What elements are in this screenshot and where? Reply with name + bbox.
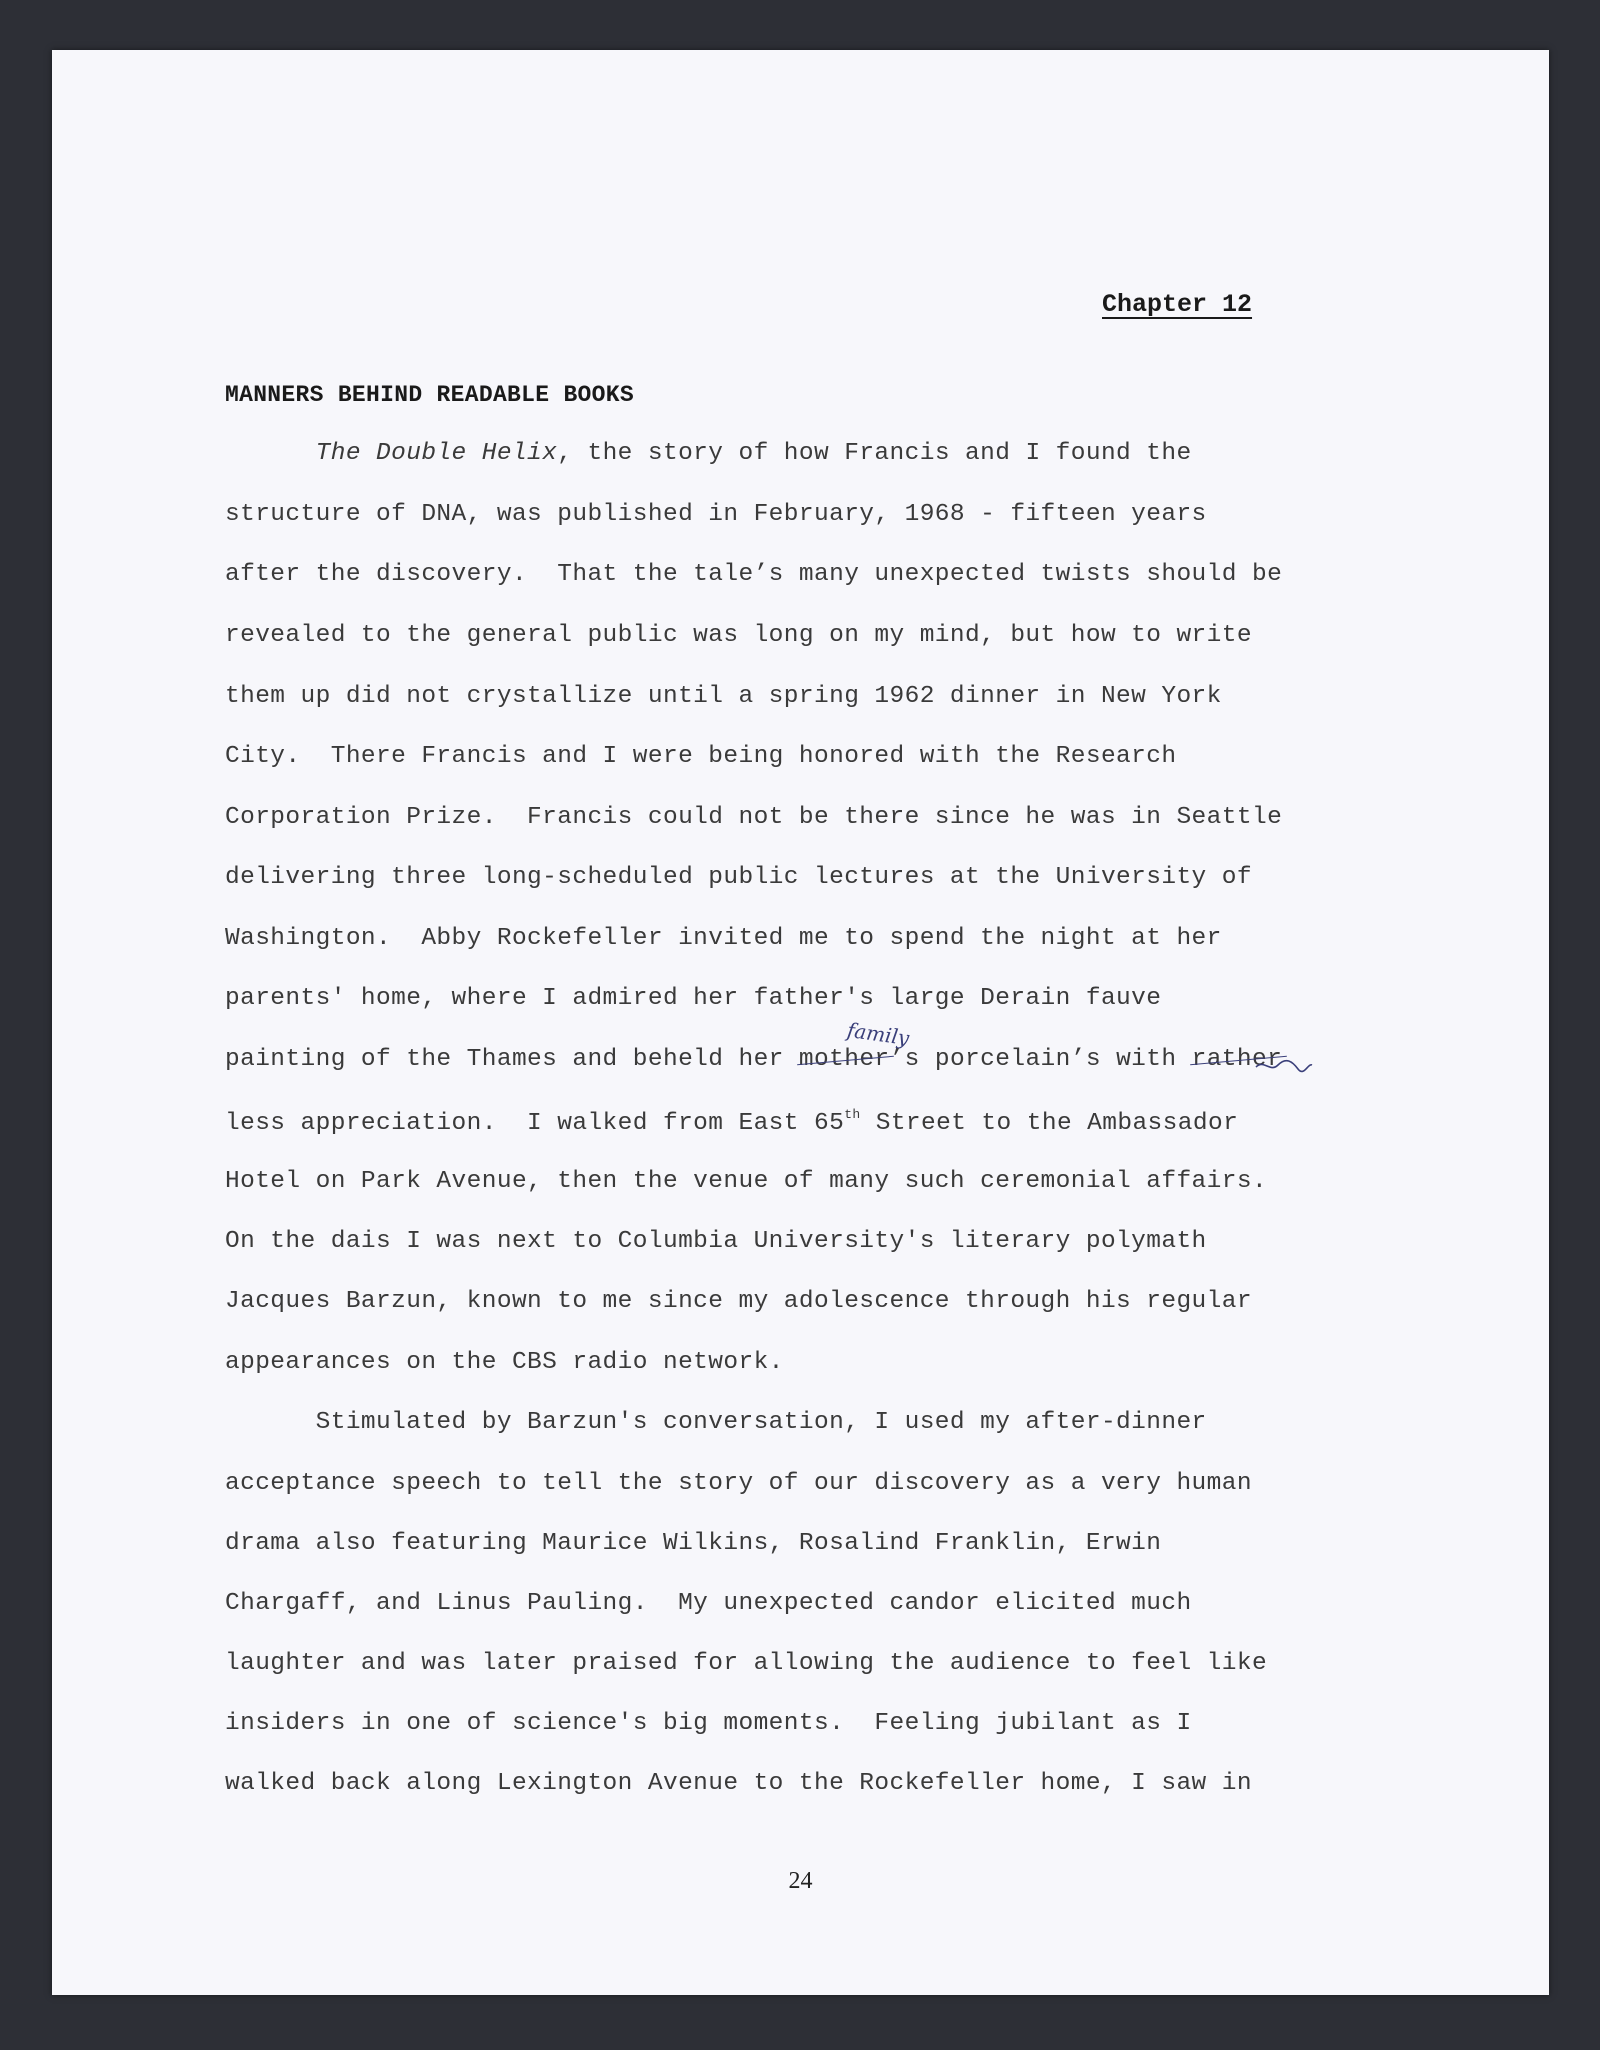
text-line: delivering three long-scheduled public lectures at the University of — [225, 864, 1252, 891]
text-line: Hotel on Park Avenue, then the venue of many such ceremonial affairs. — [225, 1168, 1268, 1195]
text-line: appearances on the CBS radio network. — [225, 1349, 784, 1376]
text-line: On the dais I was next to Columbia University's literary polymath — [225, 1228, 1207, 1255]
text-line: parents' home, where I admired her father's large Derain fauve — [225, 985, 1162, 1012]
text-line: insiders in one of science's big moments. Feeling jubilant as I — [225, 1710, 1192, 1737]
text-line: drama also featuring Maurice Wilkins, Rosalind Franklin, Erwin — [225, 1530, 1162, 1557]
text-line: Jacques Barzun, known to me since my adolescence through his regular — [225, 1288, 1252, 1315]
text-line: Washington. Abby Rockefeller invited me to spend the night at her — [225, 925, 1222, 952]
text-line: walked back along Lexington Avenue to the Rockefeller home, I saw in — [225, 1770, 1252, 1797]
handwritten-insert: family — [845, 1017, 911, 1051]
book-title: The Double Helix — [315, 440, 558, 467]
text-line-annotated: painting of the Thames and beheld her mother’s porcelain’s with rather — [225, 1046, 1283, 1073]
text-line: Stimulated by Barzun's conversation, I used my after-dinner — [225, 1409, 1207, 1436]
chapter-heading: Chapter 12 — [1102, 290, 1253, 319]
text-line: Chargaff, and Linus Pauling. My unexpected candor elicited much — [225, 1590, 1192, 1617]
text-line: laughter and was later praised for allowing the audience to feel like — [225, 1650, 1268, 1677]
text-line: acceptance speech to tell the story of our discovery as a very human — [225, 1470, 1252, 1497]
text-line: The Double Helix, the story of how Francis and I found the — [315, 440, 1192, 467]
text-line: less appreciation. I walked from East 65th Street to the Ambassador — [225, 1107, 1239, 1137]
text-line: them up did not crystallize until a spring 1962 dinner in New York — [225, 683, 1222, 710]
text-line: after the discovery. That the tale’s many unexpected twists should be — [225, 561, 1283, 588]
struck-word: rather — [1191, 1046, 1283, 1073]
document-page — [52, 50, 1549, 1995]
text-line: City. There Francis and I were being honored with the Research — [225, 743, 1177, 770]
section-title: MANNERS BEHIND READABLE BOOKS — [225, 382, 634, 408]
text-line: revealed to the general public was long on my mind, but how to write — [225, 622, 1252, 649]
text-line: structure of DNA, was published in February, 1968 - fifteen years — [225, 501, 1207, 528]
struck-word: mother — [798, 1046, 890, 1073]
handwritten-scribble — [1254, 1055, 1314, 1075]
page-number: 24 — [788, 1868, 813, 1894]
text-line: Corporation Prize. Francis could not be there since he was in Seattle — [225, 804, 1283, 831]
